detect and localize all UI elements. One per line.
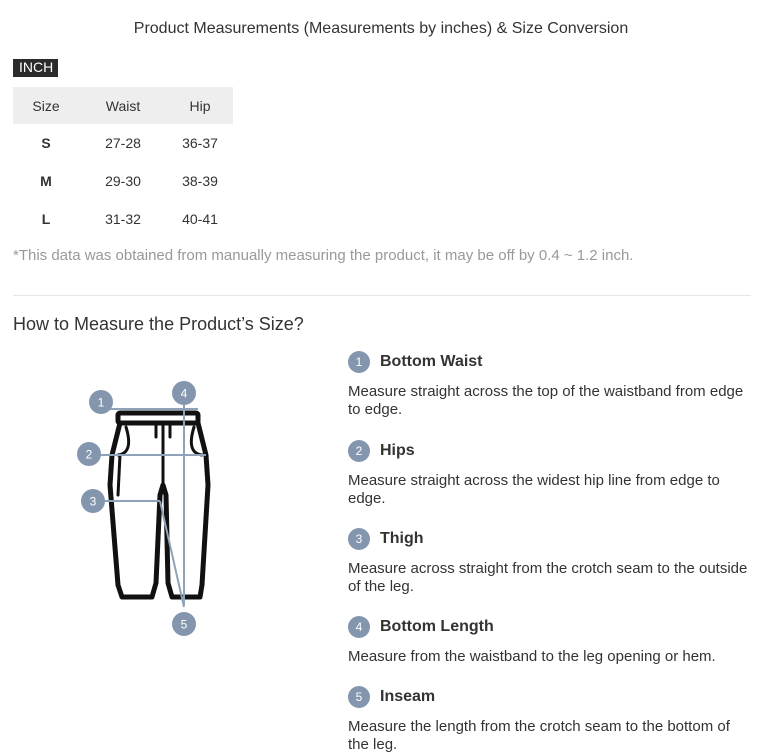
size-cell: S: [41, 135, 51, 151]
step-bottom-waist: [348, 351, 758, 419]
step-title: Bottom Waist: [380, 353, 483, 370]
header-waist: Waist: [79, 87, 167, 124]
step-number-badge: 2: [348, 440, 370, 462]
table-header-row: [13, 87, 233, 124]
diagram-badge-4: [172, 381, 196, 405]
step-title: Hips: [380, 442, 415, 459]
header-size: Size: [13, 87, 79, 124]
measure-lines: [98, 403, 206, 607]
step-bottom-length: [348, 616, 758, 666]
svg-text:4: 4: [180, 386, 188, 401]
measurement-steps: [348, 351, 758, 754]
step-number-badge: 4: [348, 616, 370, 638]
diagram-badge-1: [89, 390, 113, 414]
size-cell: L: [41, 211, 51, 227]
step-title: Bottom Length: [380, 618, 494, 635]
step-hips: [348, 440, 758, 508]
unit-badge: INCH: [13, 59, 58, 77]
step-description: Measure from the waistband to the leg opening or hem.: [348, 648, 716, 665]
step-title: Inseam: [380, 688, 436, 705]
step-number-badge: 1: [348, 351, 370, 373]
table-row: [13, 162, 233, 200]
step-description: Measure across straight from the crotch seam to the outside of the leg.: [348, 560, 748, 595]
measurement-note: *This data was obtained from manually measuring the product, it may be off by 0.4 ~ 1.2 inch.: [13, 247, 634, 264]
diagram-badge-5: [172, 612, 196, 636]
svg-text:5: 5: [180, 617, 188, 632]
header-hip: Hip: [167, 87, 233, 124]
step-title: Thigh: [380, 530, 424, 547]
diagram-badge-2: [77, 442, 101, 466]
size-table: [13, 87, 233, 238]
size-cell: M: [40, 173, 52, 189]
step-number-badge: 5: [348, 686, 370, 708]
step-number-badge: 3: [348, 528, 370, 550]
section-divider: [13, 295, 751, 296]
step-description: Measure straight across the widest hip line from edge to edge.: [348, 472, 720, 507]
hip-cell: 40-41: [182, 211, 218, 227]
step-inseam: [348, 686, 758, 754]
page-title: Product Measurements (Measurements by inches) & Size Conversion: [133, 20, 629, 37]
step-description: Measure straight across the top of the waistband from edge to edge.: [348, 383, 744, 418]
waist-cell: 27-28: [105, 135, 141, 151]
diagram-badge-3: [81, 489, 105, 513]
waist-cell: 31-32: [105, 211, 141, 227]
svg-text:2: 2: [85, 447, 93, 462]
hip-cell: 36-37: [182, 135, 218, 151]
howto-title: How to Measure the Product’s Size?: [13, 314, 304, 334]
table-row: [13, 200, 233, 238]
pants-outline-icon: [110, 413, 208, 597]
pants-diagram: [72, 375, 232, 643]
hip-cell: 38-39: [182, 173, 218, 189]
table-row: [13, 124, 233, 162]
svg-text:1: 1: [97, 395, 105, 410]
svg-text:3: 3: [89, 494, 97, 509]
step-description: Measure the length from the crotch seam to the bottom of the leg.: [348, 718, 730, 753]
step-thigh: [348, 528, 758, 596]
waist-cell: 29-30: [105, 173, 141, 189]
